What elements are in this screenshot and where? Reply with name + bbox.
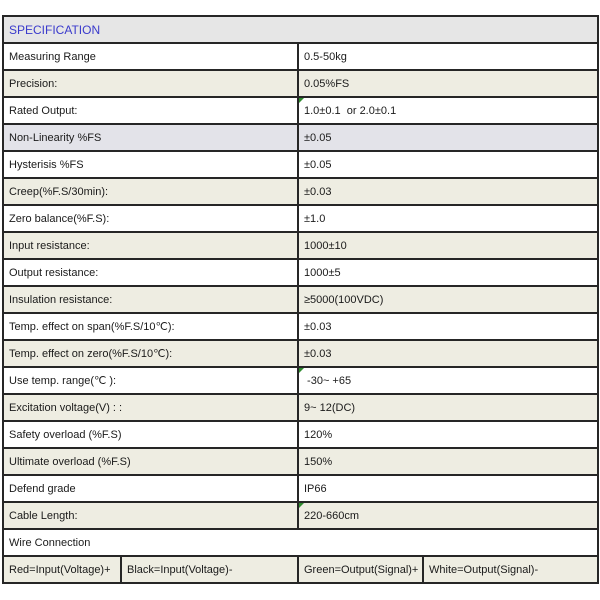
spec-label: Ultimate overload (%F.S): [3, 448, 298, 475]
spec-row: [3, 340, 598, 367]
spec-row: [3, 70, 598, 97]
spec-row: [3, 205, 598, 232]
spec-label: Insulation resistance:: [3, 286, 298, 313]
wire-connection-title: Wire Connection: [3, 529, 598, 556]
wire-connection-cell: Red=Input(Voltage)+: [3, 556, 121, 583]
spec-value: IP66: [298, 475, 598, 502]
spec-value: 1.0±0.1 or 2.0±0.1: [298, 97, 598, 124]
spec-row: [3, 286, 598, 313]
spec-value: 1000±10: [298, 232, 598, 259]
spec-label: Safety overload (%F.S): [3, 421, 298, 448]
spec-label: Output resistance:: [3, 259, 298, 286]
spec-row: [3, 394, 598, 421]
spec-row: [3, 367, 598, 394]
spec-label: Measuring Range: [3, 43, 298, 70]
spec-value: ≥5000(100VDC): [298, 286, 598, 313]
spec-row: [3, 151, 598, 178]
cell-corner-marker-icon: [299, 368, 304, 373]
specification-table: [2, 15, 599, 584]
spec-label: Creep(%F.S/30min):: [3, 178, 298, 205]
spec-label: Temp. effect on zero(%F.S/10℃):: [3, 340, 298, 367]
spec-value: ±0.03: [298, 178, 598, 205]
spec-label: Zero balance(%F.S):: [3, 205, 298, 232]
spec-row: [3, 178, 598, 205]
wire-connection-cell: Black=Input(Voltage)-: [121, 556, 298, 583]
page-title: SPECIFICATION: [3, 16, 598, 43]
spec-value: ±1.0: [298, 205, 598, 232]
wire-connection-cell: White=Output(Signal)-: [423, 556, 598, 583]
spec-value: 0.5-50kg: [298, 43, 598, 70]
spec-label: Defend grade: [3, 475, 298, 502]
spec-row: [3, 97, 598, 124]
spec-row: [3, 43, 598, 70]
cell-corner-marker-icon: [299, 98, 304, 103]
spec-label: Use temp. range(℃ ):: [3, 367, 298, 394]
spec-label: Input resistance:: [3, 232, 298, 259]
wire-connection-title-row: [3, 529, 598, 556]
spec-value: -30~ +65: [298, 367, 598, 394]
spec-value: 0.05%FS: [298, 70, 598, 97]
spec-label: Cable Length:: [3, 502, 298, 529]
spec-value: 120%: [298, 421, 598, 448]
spec-value: 9~ 12(DC): [298, 394, 598, 421]
cell-corner-marker-icon: [299, 503, 304, 508]
spec-value: ±0.03: [298, 313, 598, 340]
spec-row: [3, 421, 598, 448]
spec-value: ±0.05: [298, 124, 598, 151]
spec-row: [3, 124, 598, 151]
spec-row: [3, 313, 598, 340]
spec-value: 220-660cm: [298, 502, 598, 529]
spec-row: [3, 259, 598, 286]
wire-connection-cell: Green=Output(Signal)+: [298, 556, 423, 583]
spec-row: [3, 475, 598, 502]
spec-label: Hysterisis %FS: [3, 151, 298, 178]
spec-value: 1000±5: [298, 259, 598, 286]
spec-label: Excitation voltage(V) : :: [3, 394, 298, 421]
spec-label: Non-Linearity %FS: [3, 124, 298, 151]
spec-value: ±0.05: [298, 151, 598, 178]
table-header-row: [3, 16, 598, 43]
spec-label: Rated Output:: [3, 97, 298, 124]
spec-row: [3, 502, 598, 529]
spec-value: 150%: [298, 448, 598, 475]
spec-value: ±0.03: [298, 340, 598, 367]
spec-label: Temp. effect on span(%F.S/10℃):: [3, 313, 298, 340]
spec-row: [3, 232, 598, 259]
spec-row: [3, 448, 598, 475]
wire-connection-row: [3, 556, 598, 583]
spec-label: Precision:: [3, 70, 298, 97]
